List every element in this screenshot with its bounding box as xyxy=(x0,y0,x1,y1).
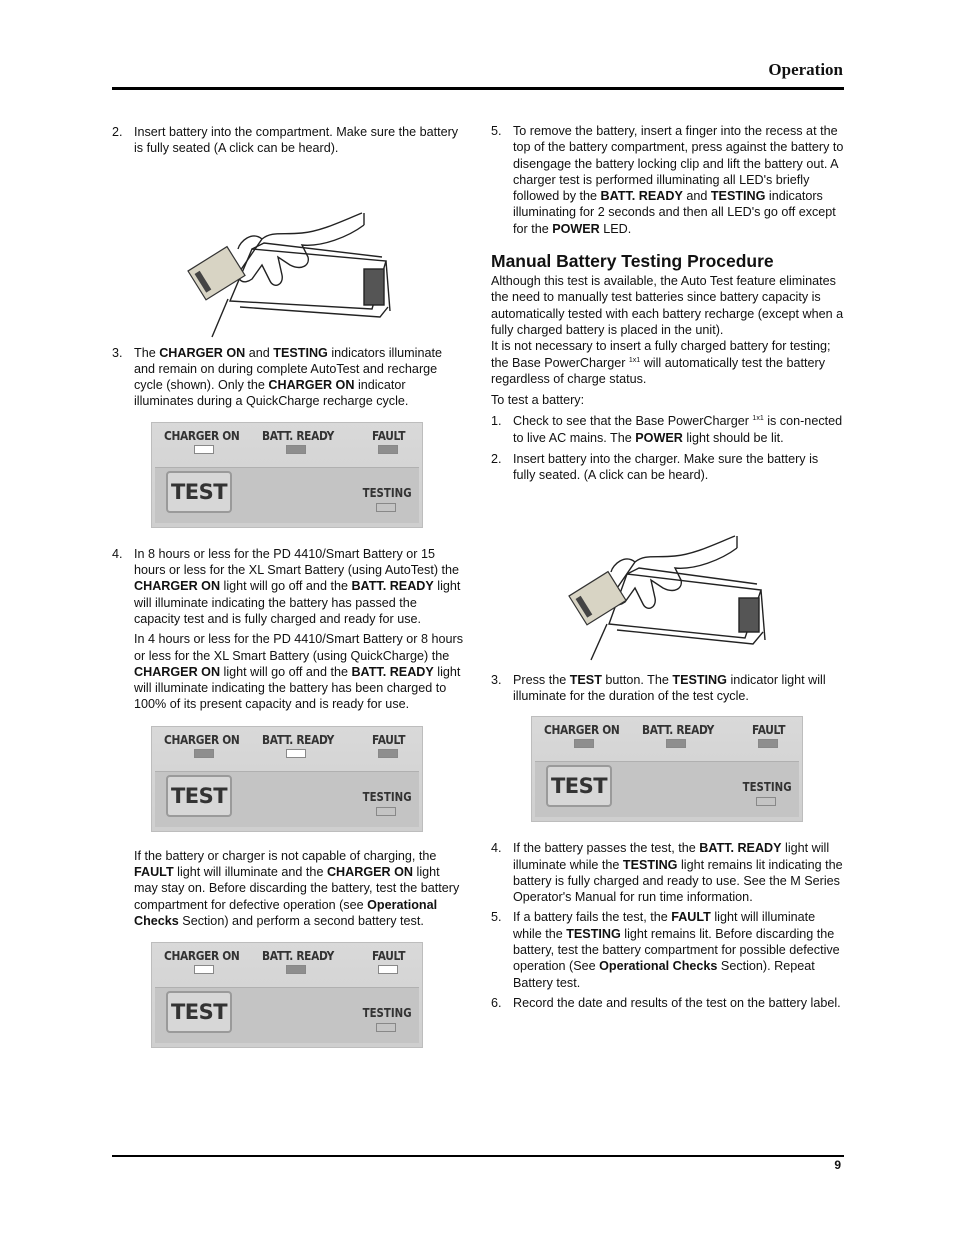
manual-step-6: 6. Record the date and results of the test on the battery label. xyxy=(491,995,841,1010)
batt-ready-led xyxy=(286,445,306,454)
step-number: 5. xyxy=(491,910,502,925)
section-title: Manual Battery Testing Procedure xyxy=(491,251,774,272)
intro-paragraph-2: It is not necessary to insert a fully charged battery for testing; the Base PowerCharger $^{1x1}$ will automatically test the battery regardless of charge status. xyxy=(491,339,831,386)
fault-led xyxy=(378,749,398,758)
step-number: 1. xyxy=(491,414,502,429)
step-number: 4. xyxy=(112,546,123,561)
batt-ready-label: BATT. READY xyxy=(642,722,715,738)
testing-label: TESTING xyxy=(363,485,412,500)
step-4-quickcharge: In 4 hours or less for the PD 4410/Smart Battery or 8 hours or less for the XL Smart Battery (using QuickCharge) the CHARGER ON light will go off and the BATT. READY light will illuminate indicating the battery has been charged to 100% of its present capacity and is ready for use. xyxy=(134,632,463,712)
batt-ready-led xyxy=(666,739,686,748)
batt-ready-led xyxy=(286,749,306,758)
charger-on-label: CHARGER ON xyxy=(544,722,620,738)
batt-ready-label: BATT. READY xyxy=(262,427,335,443)
fault-led xyxy=(378,965,398,974)
manual-step-2: 2. Insert battery into the charger. Make sure the battery is fully seated. (A click can be heard). xyxy=(491,452,819,483)
step-number: 2. xyxy=(491,452,502,467)
step-2-insert-battery xyxy=(112,124,464,157)
manual-step-1: 1. Check to see that the Base PowerCharger $^{1x1}$ is con-nected to live AC mains. The POWER light should be lit. xyxy=(491,414,843,445)
charger-panel-3 xyxy=(151,942,423,1048)
header-rule xyxy=(112,87,844,90)
step-text: Insert battery into the compartment. Make sure the battery is fully seated (A click can be heard). xyxy=(134,125,459,156)
testing-label: TESTING xyxy=(743,780,792,795)
fault-paragraph: If the battery or charger is not capable of charging, the FAULT light will illuminate and the CHARGER ON light may stay on. Before discarding the battery, test the battery compartment for defective operation (see Operational Checks Section) and perform a second battery test. xyxy=(134,848,460,928)
testing-led xyxy=(376,503,396,512)
charger-panel-1 xyxy=(151,422,423,528)
step-number: 5. xyxy=(491,124,502,138)
step-number: 4. xyxy=(491,841,502,856)
fault-label: FAULT xyxy=(372,948,406,964)
testing-led xyxy=(376,807,396,816)
test-button[interactable]: TEST xyxy=(166,775,232,817)
charger-panel-4 xyxy=(531,716,803,822)
charger-panel-2 xyxy=(151,726,423,832)
battery-insertion-illustration-2 xyxy=(491,494,844,664)
charger-on-label: CHARGER ON xyxy=(164,427,240,443)
step-number: 3. xyxy=(112,345,123,360)
batt-ready-led xyxy=(286,965,306,974)
fault-led xyxy=(758,739,778,748)
page-header-title: Operation xyxy=(768,60,843,79)
testing-led xyxy=(376,1023,396,1032)
manual-step-4: 4. If the battery passes the test, the BATT. READY light will illuminate while the TESTING light remains lit indicating the battery is fully charged and ready to use. See the M Series Operator's Manual for run time information. xyxy=(491,841,843,905)
test-button[interactable]: TEST xyxy=(546,765,612,807)
testing-label: TESTING xyxy=(363,1006,412,1021)
battery-insertion-illustration xyxy=(112,161,464,341)
manual-step-3: 3. Press the TEST button. The TESTING indicator light will illuminate for the duration of the test cycle. xyxy=(491,672,826,703)
intro-paragraph: Although this test is available, the Auto Test feature eliminates the need to manually test batteries since battery capacity is automatically tested with each battery recharge (except when a fully charged battery is placed in the unit). xyxy=(491,274,844,337)
step-3-indicators: 3. The CHARGER ON and TESTING indicators illuminate and remain on during complete AutoTest and recharge cycle (shown). Only the CHARGER ON indicator illuminates during a QuickCharge recharge cycle. xyxy=(112,345,442,409)
charger-on-led xyxy=(194,445,214,454)
footer-rule xyxy=(112,1155,844,1157)
testing-label: TESTING xyxy=(363,789,412,804)
step-5-remove-battery: 5. To remove the battery, insert a finger into the recess at the top of the battery compartment, press against the battery to disengage the battery locking clip and lift the battery out. A charger test is performed illuminating all LED's briefly followed by the BATT. READY and TESTING indicators illuminating for 2 seconds and then all LED's go off except for the POWER LED. xyxy=(491,124,844,236)
page-number: 9 xyxy=(834,1158,841,1172)
testing-led xyxy=(756,797,776,806)
step-4-autotest: 4. In 8 hours or less for the PD 4410/Smart Battery or 15 hours or less for the XL Smart Battery (using AutoTest) the CHARGER ON light will go off and the BATT. READY light will illuminate indicating the battery has passed the capacity test and is fully charged and ready for use. xyxy=(112,546,461,626)
step-number: 3. xyxy=(491,672,502,687)
test-button[interactable]: TEST xyxy=(166,991,232,1033)
fault-label: FAULT xyxy=(372,427,406,443)
batt-ready-label: BATT. READY xyxy=(262,731,335,747)
fault-label: FAULT xyxy=(752,722,786,738)
manual-step-5: 5. If a battery fails the test, the FAULT light will illuminate while the TESTING light remains lit. Before discarding the battery, test the battery compartment for possible defective operation (See Operational Checks Section). Repeat Battery test. xyxy=(491,910,840,990)
charger-on-label: CHARGER ON xyxy=(164,948,240,964)
step-number: 2. xyxy=(112,125,123,139)
to-test-label: To test a battery: xyxy=(491,393,585,408)
fault-led xyxy=(378,445,398,454)
batt-ready-label: BATT. READY xyxy=(262,948,335,964)
fault-label: FAULT xyxy=(372,731,406,747)
charger-on-label: CHARGER ON xyxy=(164,731,240,747)
left-column xyxy=(112,124,464,1048)
charger-on-led xyxy=(194,749,214,758)
step-number: 6. xyxy=(491,995,502,1010)
test-button[interactable]: TEST xyxy=(166,471,232,513)
right-column xyxy=(491,123,844,1011)
charger-on-led xyxy=(194,965,214,974)
charger-on-led xyxy=(574,739,594,748)
